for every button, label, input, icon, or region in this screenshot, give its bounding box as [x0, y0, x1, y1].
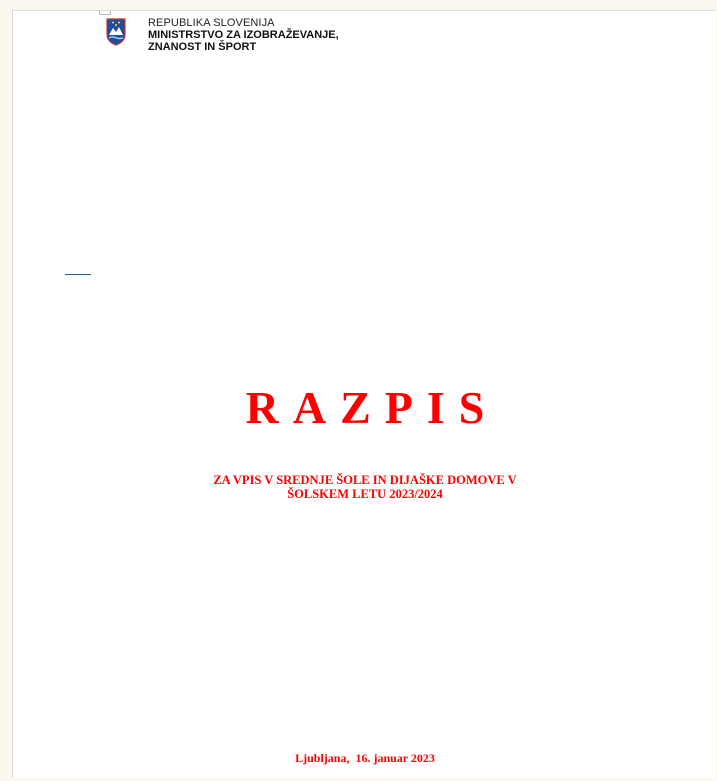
ministry-name-line2: ZNANOST IN ŠPORT: [148, 41, 257, 53]
place-and-date: Ljubljana, 16. januar 2023: [295, 751, 435, 765]
margin-mark: [65, 274, 91, 275]
country-name: REPUBLIKA SLOVENIJA: [148, 17, 275, 29]
document-subtitle: [13, 473, 717, 501]
document-page[interactable]: [12, 10, 716, 778]
letterhead: [106, 17, 339, 53]
slovenia-coat-of-arms-icon: [106, 18, 126, 46]
subtitle-line1: ZA VPIS V SREDNJE ŠOLE IN DIJAŠKE DOMOVE V: [213, 473, 517, 487]
ministry-name-line1: MINISTRSTVO ZA IZOBRAŽEVANJE,: [148, 29, 339, 41]
subtitle-line2: ŠOLSKEM LETU 2023/2024: [287, 487, 443, 501]
page-corner-mark: [99, 11, 111, 15]
letterhead-text: [148, 17, 339, 53]
document-title: RAZPIS: [245, 382, 499, 433]
